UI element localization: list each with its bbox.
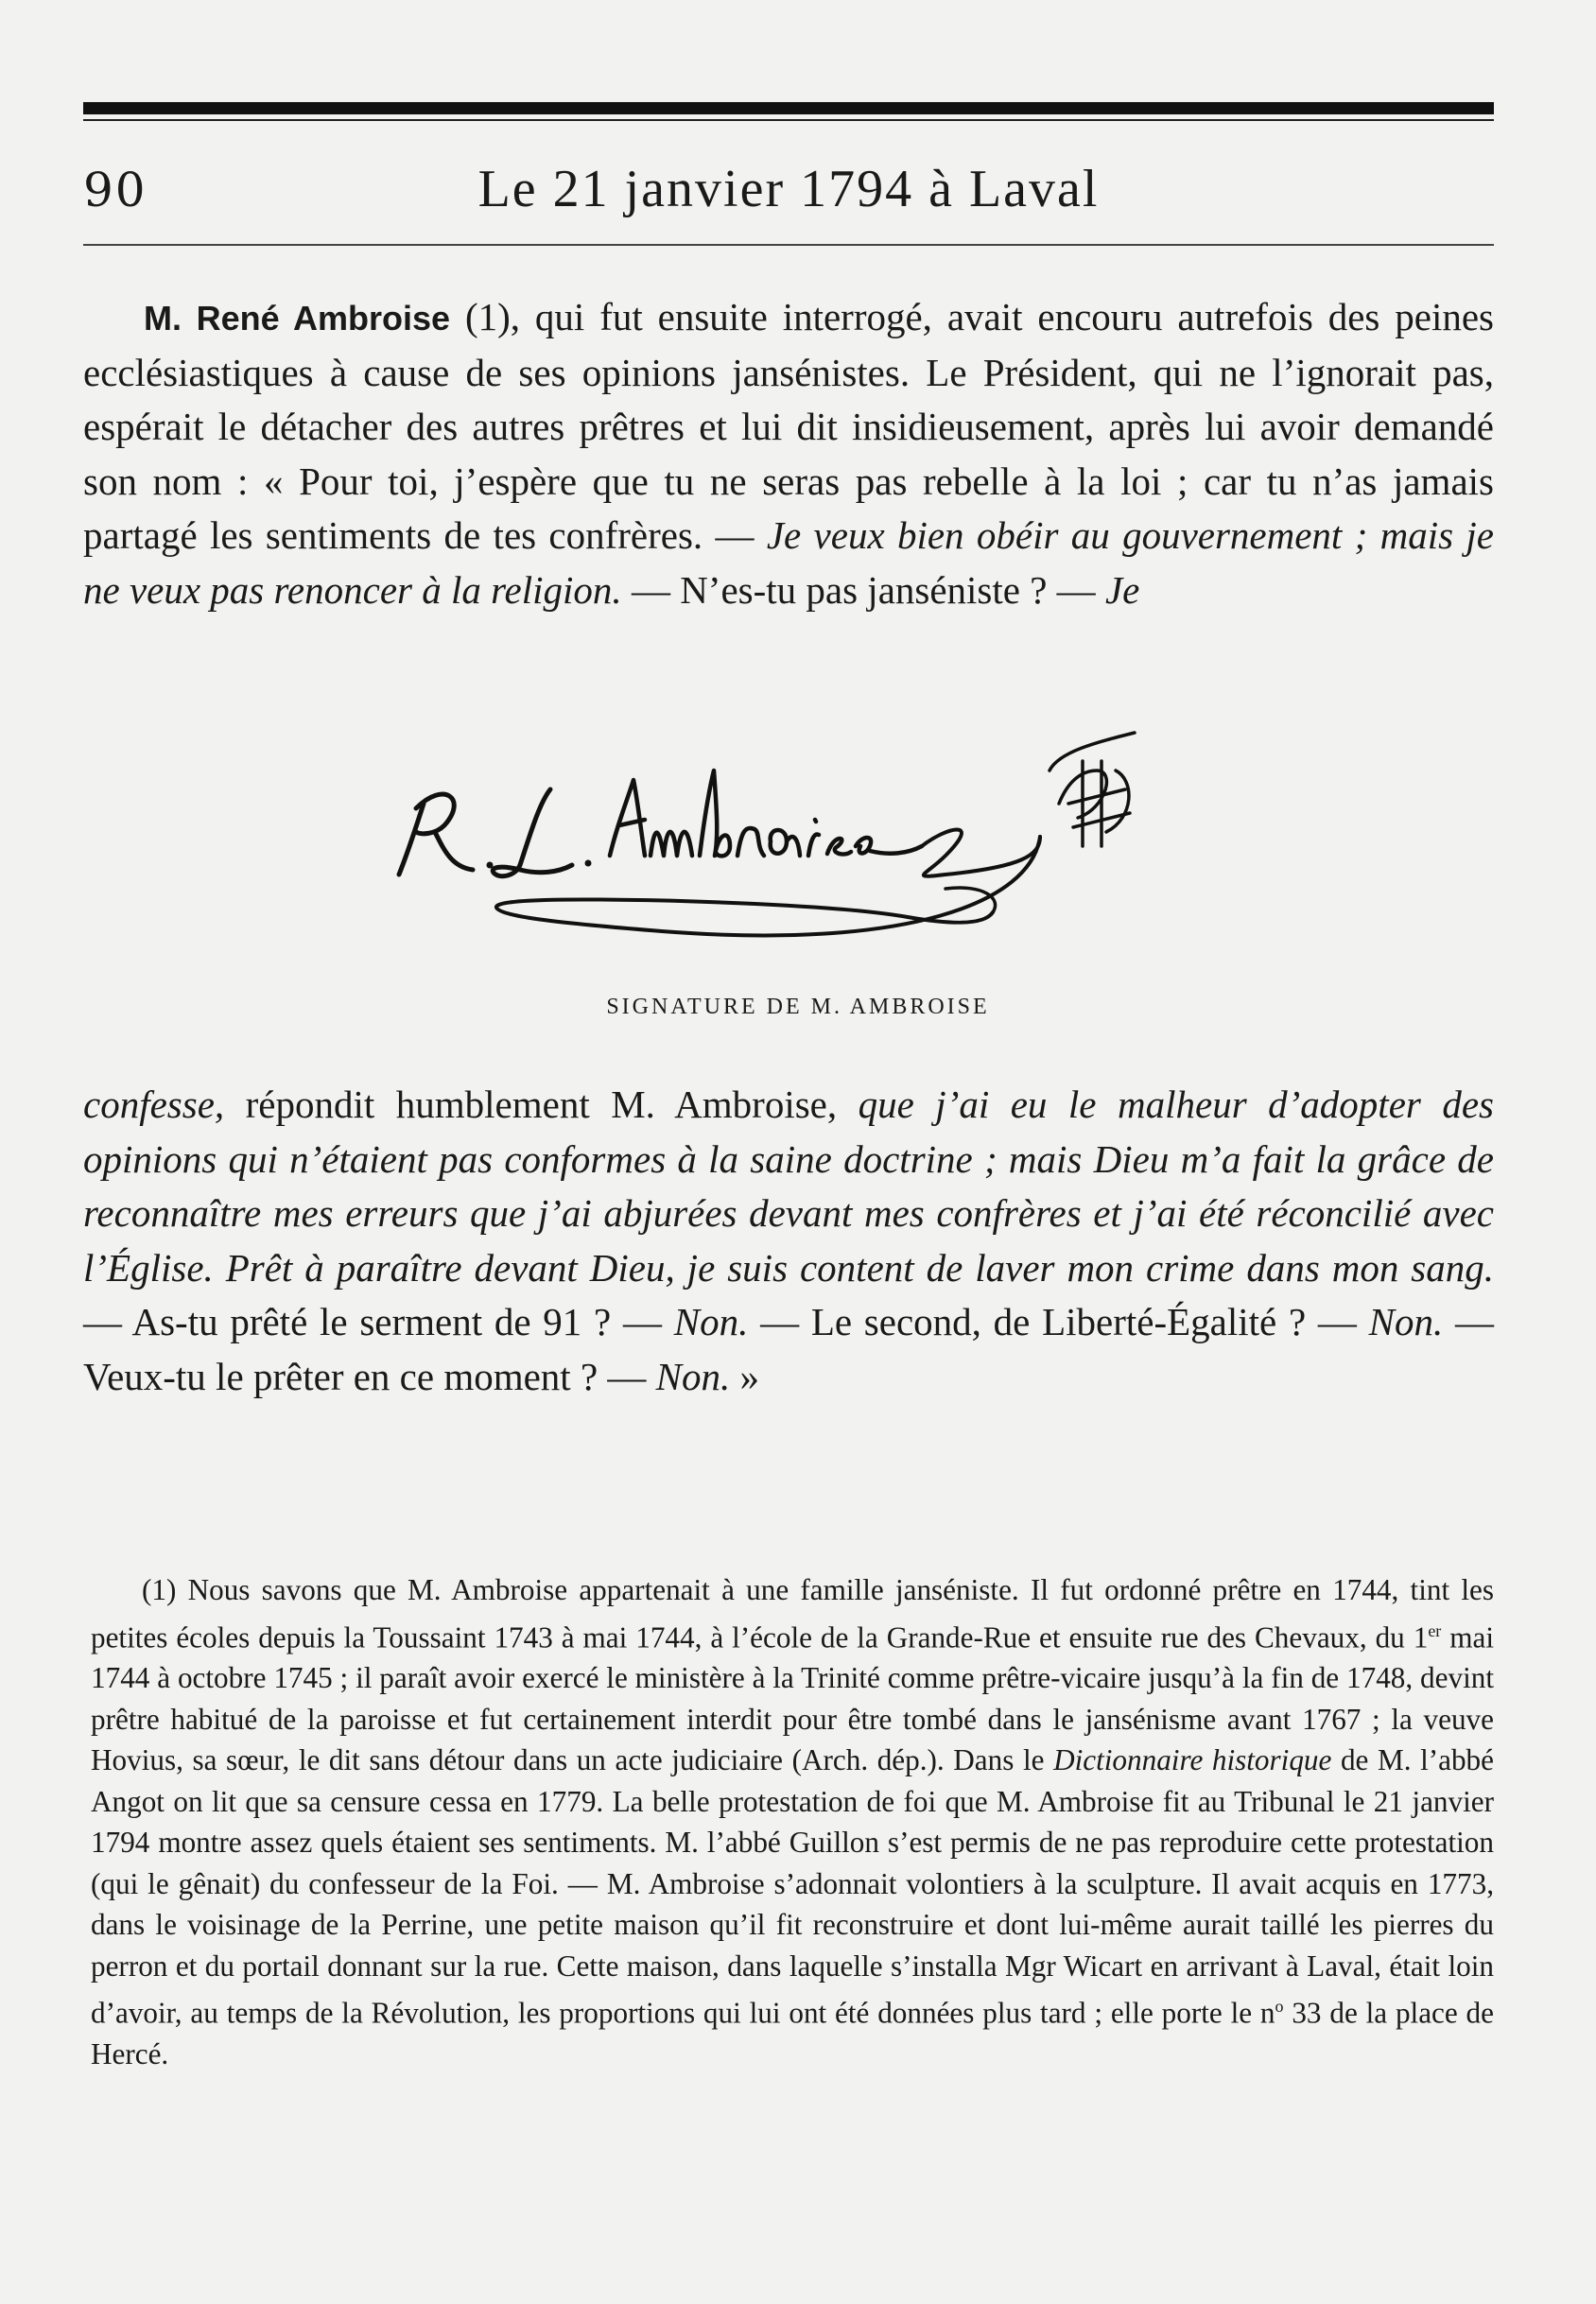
handwritten-signature [378,714,1229,950]
footnote-text: Nous savons que M. Ambroise appartenait à une famille janséniste. Il fut ordonné prêtre en 1744, tint les petites écoles depuis la Toussaint 1743 à mai 1744, à l’école de la Grande-Rue et ensuite rue des Chevaux, du 1 [91,1573,1494,1654]
paragraph-interrogation [83,290,1494,618]
footnote [91,1569,1494,2075]
italic-quote: Non. [1368,1300,1444,1344]
footnote-marker: (1) [142,1573,177,1606]
person-name: M. René Ambroise [144,299,451,338]
italic-quote: confesse, [83,1083,225,1126]
page-header [83,151,1494,227]
footnote-text: 33 de la place de Hercé. [91,1996,1494,2071]
paragraph-text: — N’es-tu pas janséniste ? — [621,567,1105,612]
running-title: Le 21 janvier 1794 à Laval [477,160,1100,218]
paragraph-response [83,1078,1494,1405]
footnote-superscript: o [1275,1997,1284,2017]
italic-quote: Non. [673,1300,749,1344]
paragraph-text: répondit humblement M. Ambroise, [224,1083,859,1126]
footnote-superscript: er [1428,1620,1442,1640]
paragraph-text: » [730,1354,760,1398]
italic-quote: Je veux bien obéir au gouvernement ; mais je ne veux pas renoncer à la religion. [83,513,1494,612]
footnote-italic-title: Dictionnaire historique [1053,1743,1332,1777]
paragraph-text: (1), qui fut ensuite interrogé, avait encouru autrefois des peines ecclésiastiques à cause de ses opinions jansénistes. Le Président, qui ne l’ignorait pas, espérait le détacher des autres prêtres et lui dit insidieusement, après lui avoir demandé son nom : « Pour toi, j’espère que tu ne seras pas rebelle à la loi ; car tu n’as jamais partagé les sentiments de tes confrères. — [83,295,1495,558]
italic-quote: Non. [655,1354,731,1398]
header-bottom-rule [83,244,1494,246]
paragraph-text: — Le second, de Liberté-Égalité ? — [748,1300,1369,1344]
paragraph-text: — Veux-tu le prêter en ce moment ? — [83,1300,1495,1398]
paragraph-text: — As-tu prêté le serment de 91 ? — [83,1300,674,1344]
signature-caption: SIGNATURE DE M. AMBROISE [606,995,990,1019]
header-thin-rule [83,119,1494,121]
header-thick-rule [83,102,1494,114]
footnote-text: de M. l’abbé Angot on lit que sa censure cessa en 1779. La belle protestation de foi que M. Ambroise fit au Tribunal le 21 janvier 1794 montre assez quels étaient ses sentiments. M. l’abbé Guillon s’est permis de ne pas reproduire cette protestation (qui le gênait) du confesseur de la Foi. — M. Ambroise s’adonnait volontiers à la sculpture. Il avait acquis en 1773, dans le voisinage de la Perrine, une petite maison qu’il fit reconstruire et dont lui-même aurait taillé les pierres du perron et du portail donnant sur la rue. Cette maison, dans laquelle s’installa Mgr Wicart en arrivant à Laval, était loin d’avoir, au temps de la Révolution, les proportions qui lui ont été données plus tard ; elle porte le n [91,1743,1494,2030]
page-number: 90 [83,163,147,217]
italic-quote: que j’ai eu le malheur d’adopter des opinions qui n’étaient pas conformes à la saine doctrine ; mais Dieu m’a fait la grâce de reconnaître mes erreurs que j’ai abjurées devant mes confrères et j’ai été réconcilié avec l’Église. Prêt à paraître devant Dieu, je suis content de laver mon crime dans mon sang. [83,1083,1494,1290]
italic-quote: Je [1104,567,1140,612]
footnote-text: mai 1744 à octobre 1745 ; il paraît avoir exercé le ministère à la Trinité comme prêtre-vicaire jusqu’à la fin de 1748, devint prêtre habitué de la paroisse et fut certainement interdit pour être tombé dans le jansénisme avant 1767 ; la veuve Hovius, sa sœur, le dit sans détour dans un acte judiciaire (Arch. dép.). Dans le [91,1620,1494,1777]
